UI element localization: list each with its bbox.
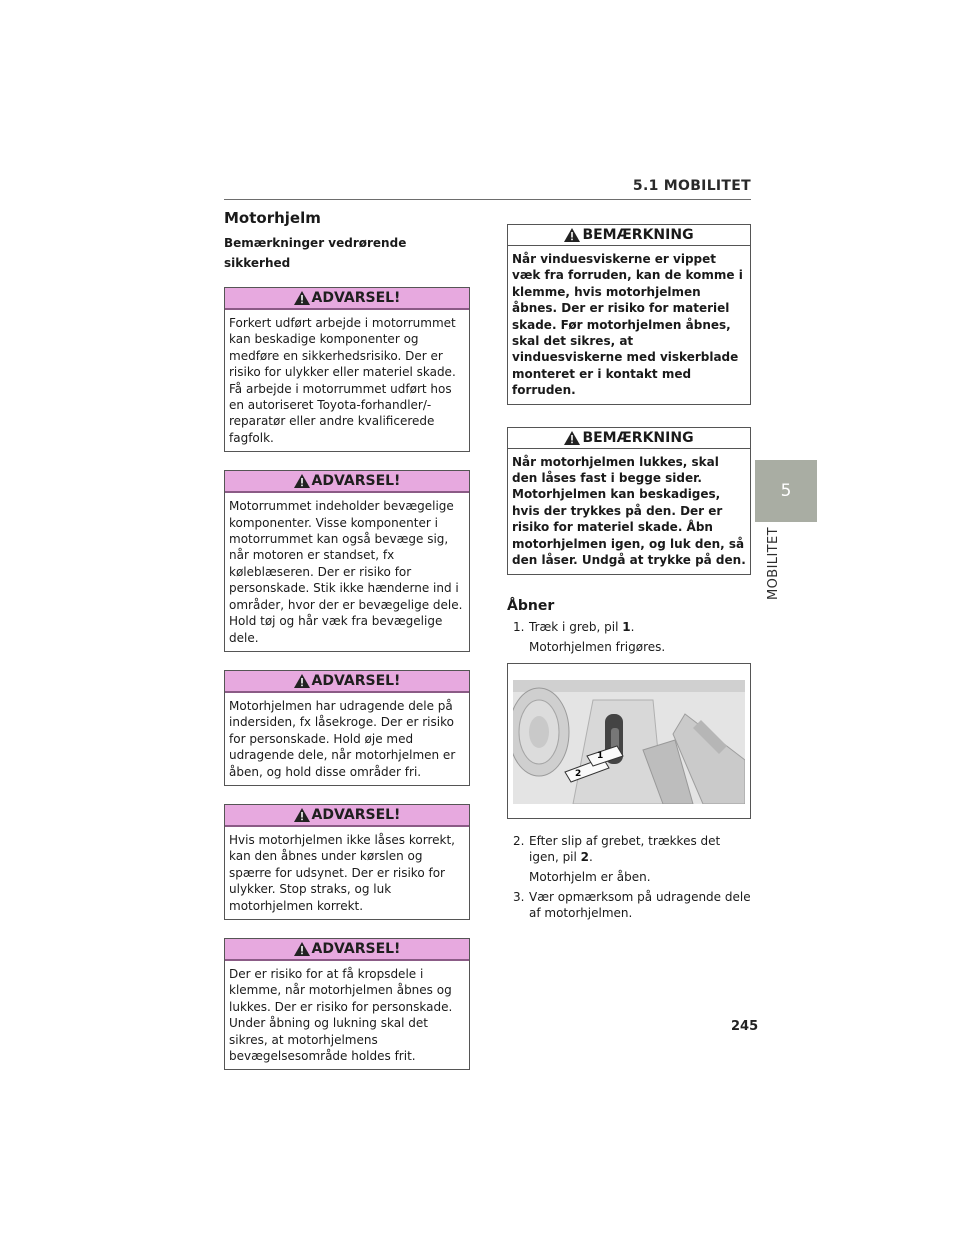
running-header: 5.1 MOBILITET: [632, 178, 751, 194]
warning-header: [225, 939, 469, 961]
chapter-label-text: MOBILITET: [766, 527, 781, 600]
warning-title: ADVARSEL!: [311, 940, 401, 957]
step-number: 1.: [513, 619, 525, 634]
step-item: [507, 889, 751, 921]
warning-header: [225, 671, 469, 693]
step-arrow-number: 2: [580, 849, 590, 864]
chapter-label: [763, 527, 783, 630]
note-box: [507, 224, 751, 405]
hood-release-figure: [507, 663, 751, 819]
warning-box: [224, 470, 470, 652]
right-column: [507, 224, 751, 925]
warning-triangle-icon: [294, 942, 310, 956]
warning-header: [225, 288, 469, 310]
step-item: [507, 619, 751, 655]
warning-title: ADVARSEL!: [311, 672, 401, 689]
section-title-opener: Åbner: [507, 597, 555, 614]
step-result: Motorhjelm er åben.: [529, 869, 651, 884]
note-header: [508, 225, 750, 246]
warning-title: ADVARSEL!: [311, 806, 401, 823]
warning-triangle-icon: [294, 474, 310, 488]
note-title: BEMÆRKNING: [582, 227, 694, 243]
step-end: .: [630, 619, 635, 634]
section-subheading: Bemærkninger vedrørende sikkerhed: [224, 236, 407, 270]
warning-header: [225, 805, 469, 827]
step-arrow-number: 1: [622, 619, 631, 634]
warning-box: [224, 670, 470, 786]
warning-title: ADVARSEL!: [311, 473, 401, 490]
step-end: .: [589, 849, 593, 864]
left-column: [224, 207, 470, 1088]
note-text: Når motorhjelmen lukkes, skal den låses fast i begge sider. Motorhjelmen kan beskadiges, hvis der trykkes på den. Der er risiko for materiel skade. Åbn motorhjelmen igen, og luk den, så den låser. Undgå at trykke på den.: [512, 454, 746, 568]
warning-text: Motorrummet indeholder bevægelige komponenter. Visse komponenter i motorrummet kan også bevæge sig, når motoren er standset, fx køleblæseren. Der er risiko for personskade. Stik ikke hænderne ind i områder, hvor der er bevægelige dele. Hold tøj og hår væk fra bevægelige dele.: [229, 499, 463, 645]
step-result: Motorhjelmen frigøres.: [529, 639, 666, 654]
note-header: [508, 428, 750, 449]
hood-release-illustration: [513, 680, 745, 804]
warning-triangle-icon: [294, 674, 310, 688]
warning-triangle-icon: [564, 431, 580, 445]
section-heading: Motorhjelm: [224, 209, 321, 227]
note-text: Når vinduesviskerne er vippet væk fra forruden, kan de komme i klemme, hvis motorhjelmen åbnes. Der er risiko for materiel skade. Før motorhjelmen åbnes, skal det sikres, at vinduesviskerne med viskerblade monteret er i kontakt med forruden.: [512, 252, 743, 398]
warning-text: Forkert udført arbejde i motorrummet kan beskadige komponenter og medføre en sikkerhedsrisiko. Der er risiko for ulykker eller materiel skade. Få arbejde i motorrummet udført hos en autoriseret Toyota-forhandler/-reparatør eller andre kvalificerede fagfolk.: [229, 316, 456, 445]
note-title: BEMÆRKNING: [582, 429, 694, 446]
step-text: Efter slip af grebet, trækkes det igen, pil: [529, 833, 721, 864]
step-item: [507, 833, 751, 885]
warning-triangle-icon: [294, 808, 310, 822]
steps-list: [507, 619, 751, 655]
header-rule: [224, 199, 751, 200]
step-number: 2.: [513, 833, 525, 848]
step-text: Vær opmærksom på udragende dele af motorhjelmen.: [529, 889, 751, 920]
step-text: Træk i greb, pil: [529, 619, 623, 634]
warning-triangle-icon: [564, 228, 580, 242]
page-number: 245: [731, 1019, 759, 1034]
warning-text: Motorhjelmen har udragende dele på indersiden, fx låsekroge. Der er risiko for personskade. Hold øje med udragende dele, når motorhjelmen er åben, og hold disse områder fri.: [229, 698, 456, 779]
warning-text: Der er risiko for at få kropsdele i klemme, når motorhjelmen åbnes og lukkes. Der er risiko for personskade. Under åbning og lukning skal det sikres, at motorhjelmens bevægelsesområde holdes frit.: [229, 966, 453, 1063]
steps-list-continued: [507, 833, 751, 921]
warning-title: ADVARSEL!: [311, 290, 401, 306]
warning-box: [224, 938, 470, 1070]
note-box: [507, 427, 751, 575]
arrow-label-1: 1: [597, 750, 604, 761]
warning-text: Hvis motorhjelmen ikke låses korrekt, kan den åbnes under kørslen og spærre for udsynet. Der er risiko for ulykker. Stop straks, og luk motorhjelmen korrekt.: [229, 832, 455, 913]
arrow-label-2: 2: [575, 768, 582, 779]
warning-header: [225, 471, 469, 493]
warning-triangle-icon: [294, 291, 310, 305]
warning-box: [224, 287, 470, 452]
chapter-tab[interactable]: 5: [755, 460, 817, 522]
warning-box: [224, 804, 470, 920]
step-number: 3.: [513, 889, 525, 904]
